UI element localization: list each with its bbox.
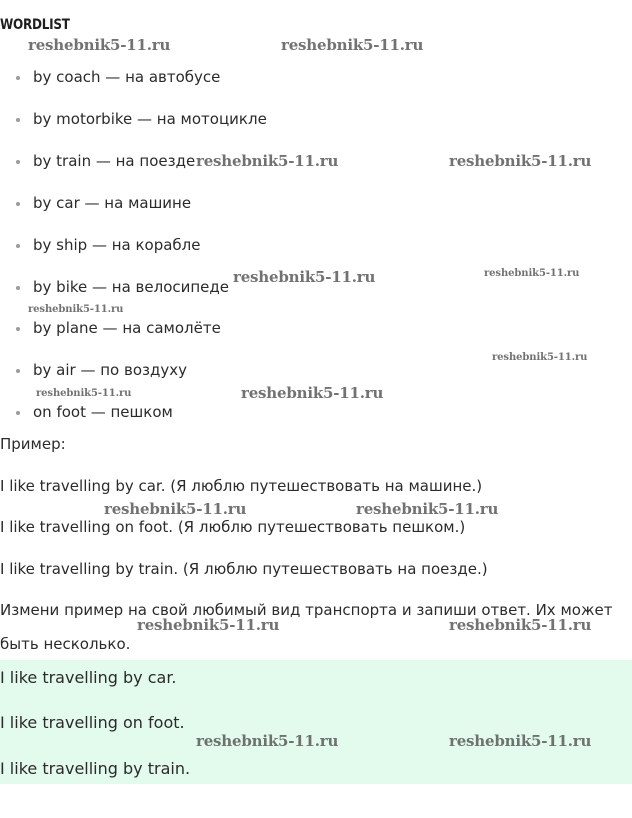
answer-box [0, 660, 632, 784]
watermark: reshebnik5-11.ru [492, 352, 588, 363]
list-item-text: by plane — на самолёте [33, 319, 221, 337]
watermark: reshebnik5-11.ru [104, 500, 247, 518]
answer-line: I like travelling on foot. [0, 713, 185, 732]
example-line: I like travelling by train. (Я люблю путешествовать на поезде.) [0, 560, 488, 578]
watermark: reshebnik5-11.ru [281, 36, 424, 54]
list-item-text: by air — по воздуху [33, 361, 187, 379]
example-label: Пример: [0, 435, 66, 453]
watermark: reshebnik5-11.ru [356, 500, 499, 518]
watermark: reshebnik5-11.ru [449, 732, 592, 750]
example-line: I like travelling on foot. (Я люблю путешествовать пешком.) [0, 518, 466, 536]
watermark: reshebnik5-11.ru [484, 268, 580, 279]
watermark: reshebnik5-11.ru [28, 36, 171, 54]
list-item-text: by car — на машине [33, 194, 192, 212]
watermark: reshebnik5-11.ru [28, 304, 124, 315]
watermark: reshebnik5-11.ru [449, 152, 592, 170]
watermark: reshebnik5-11.ru [137, 616, 280, 634]
bullet-icon [16, 244, 20, 248]
example-line: I like travelling by car. (Я люблю путешествовать на машине.) [0, 477, 483, 495]
list-item-text: by train — на поезде [33, 152, 196, 170]
watermark: reshebnik5-11.ru [36, 388, 132, 399]
bullet-icon [16, 76, 20, 80]
watermark: reshebnik5-11.ru [233, 268, 376, 286]
list-item-text: by ship — на корабле [33, 236, 201, 254]
task-instruction: Измени пример на свой любимый вид транспорта и запиши ответ. Их может [0, 601, 613, 619]
watermark: reshebnik5-11.ru [196, 732, 339, 750]
watermark: reshebnik5-11.ru [196, 152, 339, 170]
bullet-icon [16, 118, 20, 122]
watermark: reshebnik5-11.ru [449, 616, 592, 634]
answer-line: I like travelling by train. [0, 759, 191, 778]
list-item-text: by bike — на велосипеде [33, 278, 230, 296]
bullet-icon [16, 286, 20, 290]
list-item-text: by motorbike — на мотоцикле [33, 110, 267, 128]
list-item-text: on foot — пешком [33, 403, 173, 421]
task-instruction: быть несколько. [0, 635, 131, 653]
bullet-icon [16, 327, 20, 331]
answer-line: I like travelling by car. [0, 668, 177, 687]
bullet-icon [16, 369, 20, 373]
bullet-icon [16, 202, 20, 206]
list-item-text: by coach — на автобусе [33, 68, 221, 86]
bullet-icon [16, 160, 20, 164]
watermark: reshebnik5-11.ru [241, 384, 384, 402]
wordlist-heading: WORDLIST [0, 17, 70, 33]
bullet-icon [16, 411, 20, 415]
